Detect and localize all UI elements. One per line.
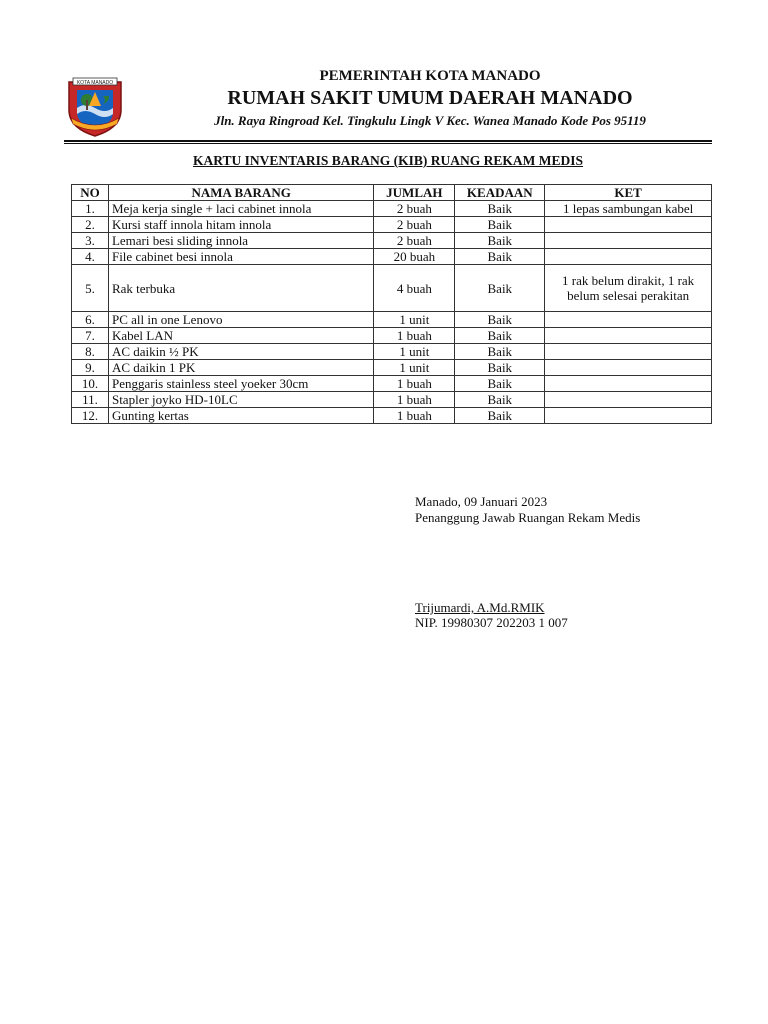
cell-keadaan: Baik: [455, 408, 545, 424]
cell-no: 10.: [72, 376, 109, 392]
cell-no: 4.: [72, 249, 109, 265]
cell-no: 12.: [72, 408, 109, 424]
cell-keadaan: Baik: [455, 344, 545, 360]
cell-nama: Penggaris stainless steel yoeker 30cm: [108, 376, 373, 392]
signatory-name: Trijumardi, A.Md.RMIK: [415, 600, 545, 615]
cell-ket: [545, 249, 712, 265]
cell-keadaan: Baik: [455, 328, 545, 344]
cell-nama: AC daikin 1 PK: [108, 360, 373, 376]
cell-no: 1.: [72, 201, 109, 217]
cell-nama: Kabel LAN: [108, 328, 373, 344]
signatory-nip: NIP. 19980307 202203 1 007: [415, 615, 568, 630]
cell-jumlah: 4 buah: [374, 265, 455, 312]
cell-jumlah: 1 unit: [374, 312, 455, 328]
letterhead-rule-thick: [64, 140, 712, 142]
cell-ket: [545, 392, 712, 408]
table-row: [72, 408, 712, 424]
cell-nama: Gunting kertas: [108, 408, 373, 424]
cell-no: 8.: [72, 344, 109, 360]
cell-ket: [545, 376, 712, 392]
cell-ket: [545, 312, 712, 328]
header-no: NO: [72, 185, 109, 201]
cell-no: 3.: [72, 233, 109, 249]
cell-ket: 1 rak belum dirakit, 1 rak belum selesai perakitan: [545, 265, 712, 312]
cell-keadaan: Baik: [455, 360, 545, 376]
cell-ket: 1 lepas sambungan kabel: [545, 201, 712, 217]
cell-ket: [545, 328, 712, 344]
cell-ket: [545, 344, 712, 360]
cell-nama: Rak terbuka: [108, 265, 373, 312]
letterhead: [150, 66, 710, 131]
cell-keadaan: Baik: [455, 217, 545, 233]
cell-keadaan: Baik: [455, 376, 545, 392]
cell-keadaan: Baik: [455, 312, 545, 328]
cell-no: 5.: [72, 265, 109, 312]
header-keadaan: KEADAAN: [455, 185, 545, 201]
signature-place-date: Manado, 09 Januari 2023: [415, 494, 548, 509]
letterhead-rule-thin: [64, 143, 712, 144]
cell-nama: AC daikin ½ PK: [108, 344, 373, 360]
cell-nama: File cabinet besi innola: [108, 249, 373, 265]
table-row: [72, 392, 712, 408]
cell-nama: PC all in one Lenovo: [108, 312, 373, 328]
hospital-name: RUMAH SAKIT UMUM DAERAH MANADO: [227, 87, 633, 109]
hospital-address: Jln. Raya Ringroad Kel. Tingkulu Lingk V Kec. Wanea Manado Kode Pos 95119: [214, 113, 646, 128]
header-ket: KET: [545, 185, 712, 201]
signature-role: Penanggung Jawab Ruangan Rekam Medis: [415, 510, 641, 525]
cell-nama: Stapler joyko HD-10LC: [108, 392, 373, 408]
cell-jumlah: 1 unit: [374, 360, 455, 376]
table-header-row: [72, 185, 712, 201]
cell-jumlah: 2 buah: [374, 201, 455, 217]
cell-jumlah: 2 buah: [374, 217, 455, 233]
cell-keadaan: Baik: [455, 201, 545, 217]
table-row: [72, 265, 712, 312]
cell-nama: Meja kerja single + laci cabinet innola: [108, 201, 373, 217]
cell-jumlah: 2 buah: [374, 233, 455, 249]
table-row: [72, 217, 712, 233]
header-nama-barang: NAMA BARANG: [108, 185, 373, 201]
cell-jumlah: 1 unit: [374, 344, 455, 360]
table-row: [72, 360, 712, 376]
cell-jumlah: 1 buah: [374, 328, 455, 344]
table-row: [72, 344, 712, 360]
cell-ket: [545, 233, 712, 249]
cell-nama: Lemari besi sliding innola: [108, 233, 373, 249]
inventory-table: [71, 184, 712, 424]
government-name: PEMERINTAH KOTA MANADO: [319, 68, 541, 84]
cell-keadaan: Baik: [455, 392, 545, 408]
cell-jumlah: 1 buah: [374, 392, 455, 408]
cell-jumlah: 1 buah: [374, 376, 455, 392]
cell-ket: [545, 360, 712, 376]
header-jumlah: JUMLAH: [374, 185, 455, 201]
city-emblem-logo: [63, 74, 127, 138]
document-title: KARTU INVENTARIS BARANG (KIB) RUANG REKAM MEDIS: [192, 153, 584, 168]
cell-jumlah: 20 buah: [374, 249, 455, 265]
cell-no: 2.: [72, 217, 109, 233]
cell-nama: Kursi staff innola hitam innola: [108, 217, 373, 233]
cell-ket: [545, 217, 712, 233]
cell-no: 6.: [72, 312, 109, 328]
table-row: [72, 233, 712, 249]
cell-ket: [545, 408, 712, 424]
table-row: [72, 201, 712, 217]
table-row: [72, 376, 712, 392]
cell-keadaan: Baik: [455, 265, 545, 312]
table-row: [72, 249, 712, 265]
cell-keadaan: Baik: [455, 249, 545, 265]
table-row: [72, 312, 712, 328]
cell-keadaan: Baik: [455, 233, 545, 249]
cell-jumlah: 1 buah: [374, 408, 455, 424]
table-row: [72, 328, 712, 344]
cell-no: 9.: [72, 360, 109, 376]
cell-no: 11.: [72, 392, 109, 408]
cell-no: 7.: [72, 328, 109, 344]
logo-text: KOTA MANADO: [76, 79, 114, 86]
